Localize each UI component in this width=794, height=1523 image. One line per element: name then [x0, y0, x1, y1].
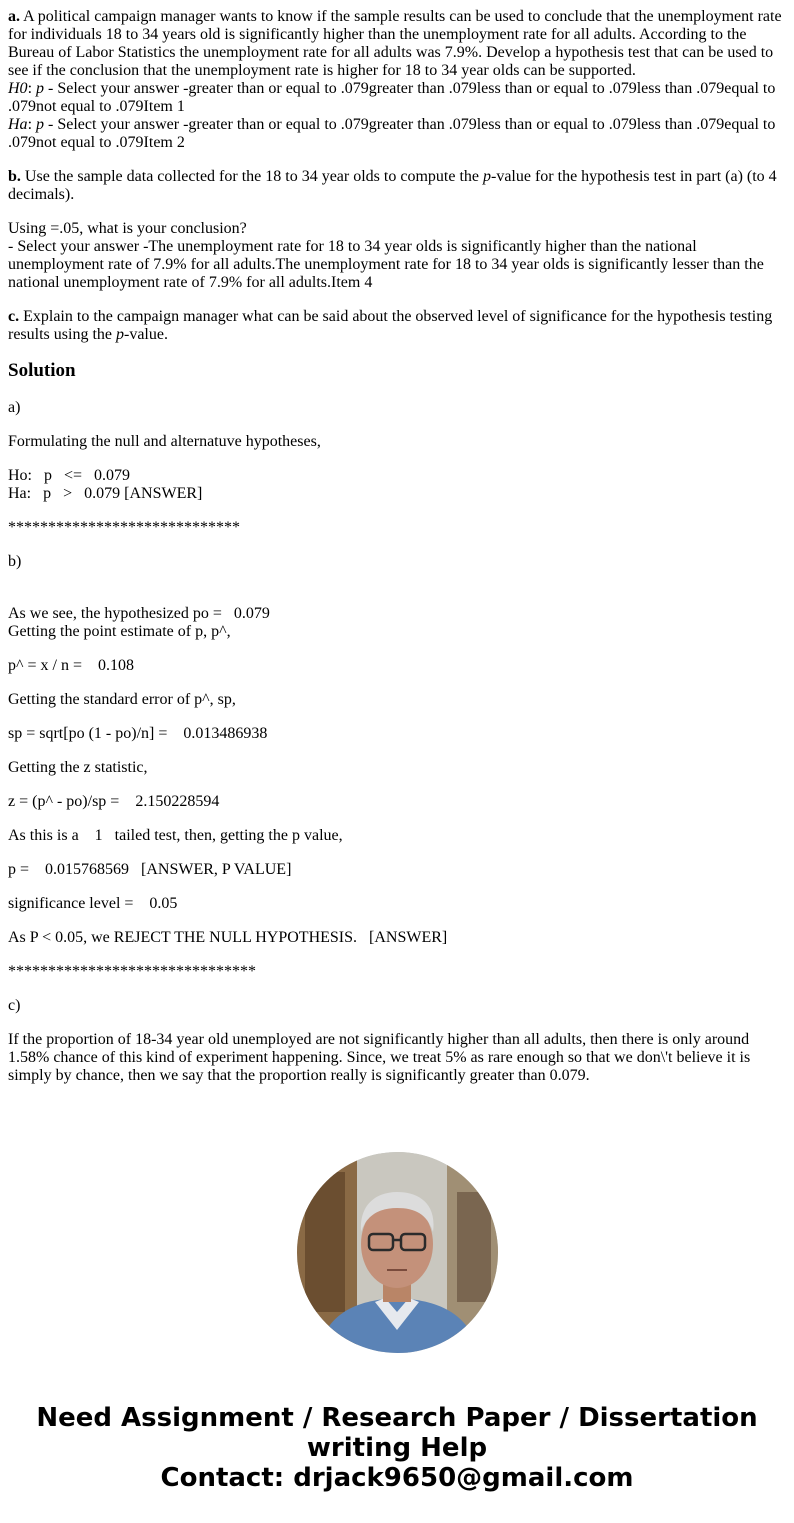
- se-label: Getting the standard error of p^, sp,: [8, 691, 236, 708]
- tail-line: As this is a 1 tailed test, then, getting the p value,: [8, 827, 343, 844]
- question-b-label: b.: [8, 168, 21, 185]
- reject-line: As P < 0.05, we REJECT THE NULL HYPOTHESIS. [ANSWER]: [8, 929, 448, 946]
- solution-part-c: c): [8, 997, 21, 1014]
- ha-select[interactable]: - Select your answer -greater than or equal to .079greater than .079less than or equal to .079less than .079equal to .079not equal to .079Item 2: [8, 116, 776, 151]
- p-value-line: p = 0.015768569 [ANSWER, P VALUE]: [8, 861, 292, 878]
- se-line: sp = sqrt[po (1 - po)/n] = 0.013486938: [8, 725, 268, 742]
- separator-stars-1: *****************************: [8, 519, 240, 536]
- question-c-text-1: Explain to the campaign manager what can be said about the observed level of significance for the hypothesis testing results using the: [8, 308, 773, 343]
- z-label: Getting the z statistic,: [8, 759, 148, 776]
- h0-separator: :: [27, 80, 37, 97]
- solution-heading: Solution: [8, 360, 76, 381]
- question-c-text-2: -value.: [124, 326, 168, 343]
- z-line: z = (p^ - po)/sp = 2.150228594: [8, 793, 220, 810]
- question-c-p: p: [116, 326, 124, 343]
- solution-part-a: a): [8, 399, 21, 416]
- hyp-block: [8, 605, 786, 641]
- footer-line-1: Need Assignment / Research Paper / Dissertation: [36, 1403, 758, 1433]
- separator-stars-2: *******************************: [8, 963, 256, 980]
- conclusion-block: [8, 220, 786, 292]
- formulating-text: Formulating the null and alternatuve hypotheses,: [8, 433, 321, 450]
- ha-line: Ha: p > 0.079 [ANSWER]: [8, 485, 203, 502]
- question-b: [8, 168, 786, 204]
- question-a-text: A political campaign manager wants to know if the sample results can be used to conclude that the unemployment rate for individuals 18 to 34 years old is significantly higher than the unemployment rate for all adults. According to the Bureau of Labor Statistics the unemployment rate for all adults was 7.9%. Develop a hypothesis test that can be used to see if the conclusion that the unemployment rate is higher for 18 to 34 year olds can be supported.: [8, 8, 782, 79]
- significance-line: significance level = 0.05: [8, 895, 178, 912]
- hypotheses-block: [8, 467, 786, 503]
- question-a-label: a.: [8, 8, 20, 25]
- ha-p: p: [36, 116, 45, 133]
- avatar: [297, 1152, 498, 1353]
- conclusion-select[interactable]: - Select your answer -The unemployment rate for 18 to 34 year olds is significantly higher than the national unemployment rate of 7.9% for all adults.The unemployment rate for 18 to 34 year olds is significantly lesser than the national unemployment rate of 7.9% for all adults.Item 4: [8, 238, 764, 291]
- p-hat-line: p^ = x / n = 0.108: [8, 657, 134, 674]
- question-b-text-2: -value for the hypothesis test in part (a) (to 4 decimals).: [8, 168, 777, 203]
- ha-separator: :: [27, 116, 37, 133]
- footer-contact: Contact: drjack9650@gmail.com: [160, 1463, 634, 1493]
- conclusion-prompt: Using =.05, what is your conclusion?: [8, 220, 247, 237]
- hypothesized-po: As we see, the hypothesized po = 0.079: [8, 605, 270, 622]
- c-answer: If the proportion of 18-34 year old unemployed are not significantly higher than all adults, then there is only around 1.58% chance of this kind of experiment happening. Since, we treat 5% as rare enough so that we don\'t believe it is simply by chance, then we say that the proportion really is significantly greater than 0.079.: [8, 1031, 751, 1084]
- h0-label: H0: [8, 80, 28, 97]
- avatar-portrait-icon: [297, 1152, 498, 1353]
- question-c: [8, 308, 786, 344]
- ha-label: Ha: [8, 116, 28, 133]
- h0-select[interactable]: - Select your answer -greater than or equal to .079greater than .079less than or equal to .079less than .079equal to .079not equal to .079Item 1: [8, 80, 776, 115]
- question-c-label: c.: [8, 308, 20, 325]
- question-b-p: p: [482, 168, 491, 185]
- footer-banner: [0, 1403, 794, 1493]
- question-b-text-1: Use the sample data collected for the 18 to 34 year olds to compute the: [20, 168, 483, 185]
- footer-line-2: writing Help: [306, 1433, 488, 1463]
- solution-part-b: b): [8, 553, 22, 570]
- ho-line: Ho: p <= 0.079: [8, 467, 131, 484]
- point-estimate-label: Getting the point estimate of p, p^,: [8, 623, 231, 640]
- h0-p: p: [36, 80, 45, 97]
- question-a: [8, 8, 786, 152]
